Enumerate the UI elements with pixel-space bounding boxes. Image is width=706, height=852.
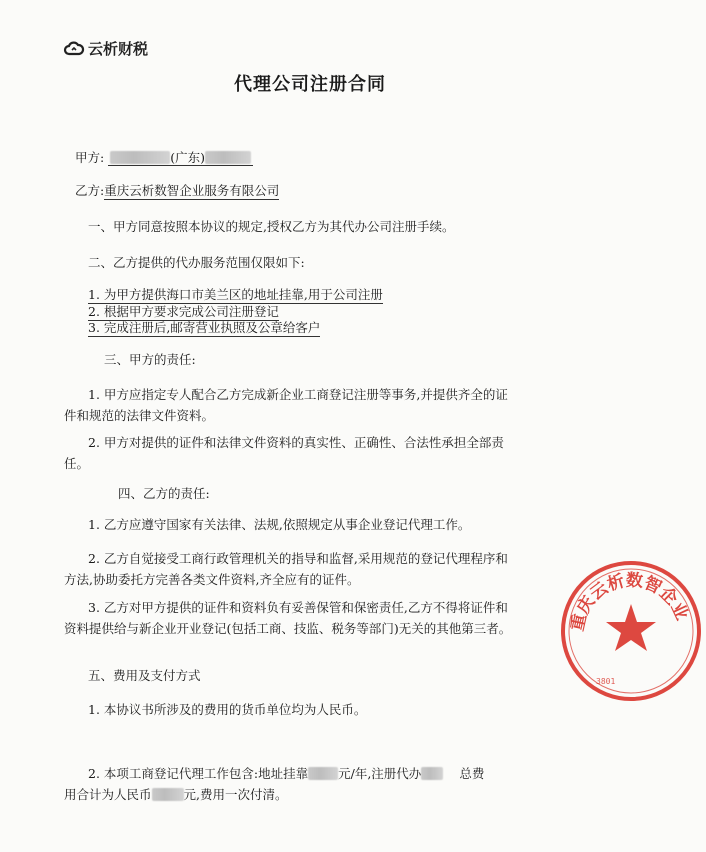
fee-text: 2. 本项工商登记代理工作包含:地址挂靠	[88, 766, 309, 781]
seal-text: 重庆云析数智企业	[567, 570, 692, 633]
clause-2-item	[88, 289, 383, 302]
party-a-name-field	[108, 151, 253, 166]
party-b-label: 乙方:	[75, 183, 105, 198]
seal-number: 3801	[596, 677, 616, 686]
clause-2-item-text: 2. 根据甲方要求完成公司注册登记	[88, 304, 279, 319]
clause-2-heading: 二、乙方提供的代办服务范围仅限如下:	[88, 255, 305, 270]
clause-3-heading: 三、甲方的责任:	[104, 352, 196, 367]
fee-text: 元,费用一次付清。	[183, 787, 288, 802]
contract-title: 代理公司注册合同	[234, 74, 386, 95]
seal-star-icon	[606, 604, 656, 651]
fee-text: 用合计为人民币	[64, 787, 152, 802]
clause-4-item: 2. 乙方自觉接受工商行政管理机关的指导和监督,采用规范的登记代理程序和方法,协助委托方完善各类文件资料,齐全应有的证件。	[64, 551, 508, 587]
clause-4-heading: 四、乙方的责任:	[118, 486, 210, 501]
redacted-amount	[152, 788, 184, 801]
party-b-name: 重庆云析数智企业服务有限公司	[104, 183, 280, 198]
redacted-block	[110, 151, 170, 164]
clause-3-item: 1. 甲方应指定专人配合乙方完成新企业工商登记注册等事务,并提供齐全的证件和规范的法律文件资料。	[64, 387, 508, 423]
party-b-line	[75, 185, 279, 198]
clause-4-item: 1. 乙方应遵守国家有关法律、法规,依照规定从事企业登记代理工作。	[88, 517, 471, 532]
fee-text: 总费	[459, 766, 485, 781]
clause-5-item: 1. 本协议书所涉及的费用的货币单位均为人民币。	[88, 702, 367, 717]
clause-2-item	[88, 306, 279, 319]
clause-5-item-2-line-1	[88, 767, 484, 781]
redacted-block	[205, 151, 251, 164]
redacted-amount	[421, 767, 443, 780]
brand-header	[64, 38, 148, 59]
clause-2-item-text: 1. 为甲方提供海口市美兰区的地址挂靠,用于公司注册	[88, 287, 383, 302]
clause-5-item-2-line-2	[64, 788, 288, 802]
clause-2-item-text: 3. 完成注册后,邮寄营业执照及公章给客户	[88, 320, 321, 335]
redacted-amount	[308, 767, 338, 780]
cloud-logo-icon	[64, 41, 84, 57]
clause-2-item	[88, 322, 320, 335]
company-seal	[556, 556, 706, 706]
fee-text: 元/年,注册代办	[338, 766, 422, 781]
clause-3-item: 2. 甲方对提供的证件和法律文件资料的真实性、正确性、合法性承担全部责任。	[64, 435, 504, 471]
clause-4-item: 3. 乙方对甲方提供的证件和资料负有妥善保管和保密责任,乙方不得将证件和资料提供给与新企业开业登记(包括工商、技监、税务等部门)无关的其他第三者。	[64, 600, 512, 636]
clause-5-heading: 五、费用及支付方式	[88, 668, 201, 683]
party-a-line	[75, 151, 253, 166]
brand-name: 云析财税	[88, 40, 149, 58]
party-a-region: (广东)	[170, 150, 205, 165]
party-a-label: 甲方:	[75, 150, 105, 165]
clause-1: 一、甲方同意按照本协议的规定,授权乙方为其代办公司注册手续。	[88, 219, 455, 234]
